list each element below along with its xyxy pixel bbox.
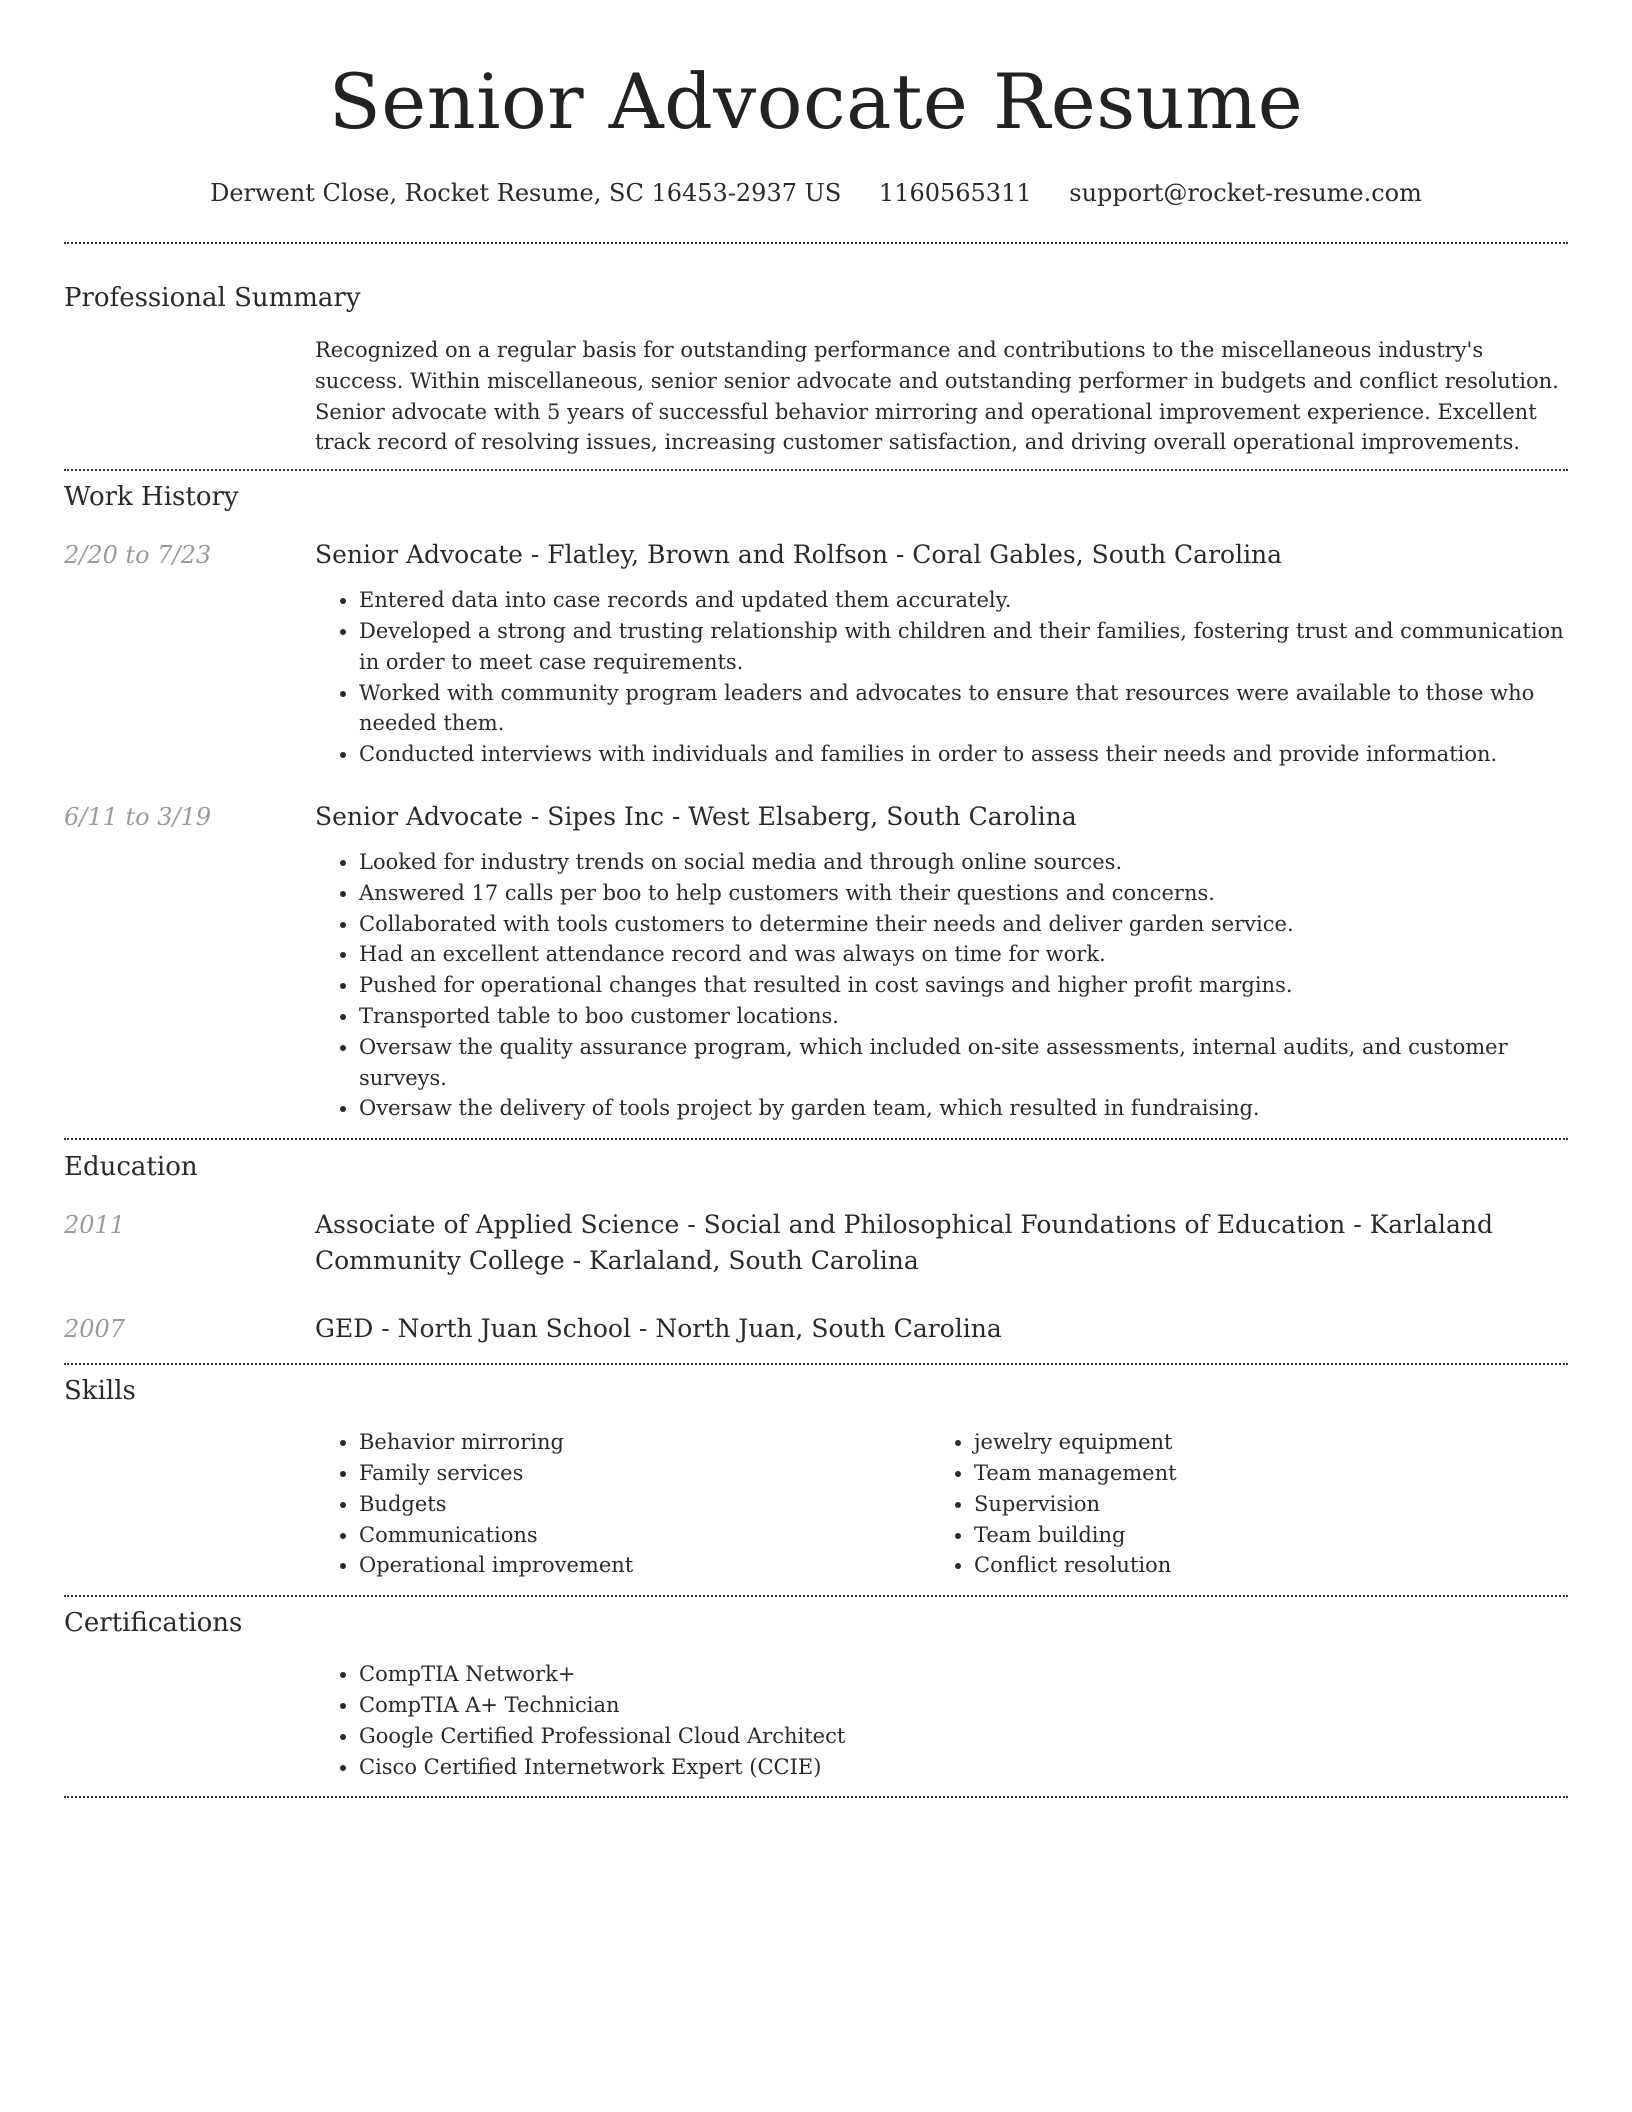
skills-list	[315, 1427, 1568, 1581]
education-entry	[64, 1207, 1568, 1279]
certification-item: • CompTIA Network+	[359, 1659, 1568, 1690]
contact-line	[64, 178, 1568, 208]
skills-column-right	[930, 1427, 1545, 1581]
education-degree: GED - North Juan School - North Juan, South Carolina	[315, 1314, 1002, 1344]
divider	[64, 469, 1568, 471]
job-bullet: • Conducted interviews with individuals and families in order to assess their needs and provide information.	[359, 739, 1568, 770]
job-title: Senior Advocate - Flatley, Brown and Rolfson - Coral Gables, South Carolina	[315, 540, 1283, 570]
summary-text: Recognized on a regular basis for outstanding performance and contributions to the miscellaneous industry's success. Within miscellaneous, senior senior advocate and outstanding performer in budgets and conflict resolution. Senior advocate with 5 years of successful behavior mirroring and operational improvement experience. Excellent track record of resolving issues, increasing customer satisfaction, and driving overall operational improvements.	[315, 338, 1559, 455]
education-year: 2007	[64, 1315, 126, 1344]
skill-item: • Supervision	[974, 1489, 1545, 1520]
section-title-education: Education	[64, 1152, 198, 1183]
education-degree: Associate of Applied Science - Social and Philosophical Foundations of Education - Karlaland Community College - Karlaland, South Carolina	[315, 1210, 1494, 1276]
job-bullet: • Entered data into case records and updated them accurately.	[359, 585, 1568, 616]
job-entry	[64, 537, 1568, 770]
job-bullet: • Developed a strong and trusting relationship with children and their families, fostering trust and communication in order to meet case requirements.	[359, 616, 1568, 678]
job-bullet: • Oversaw the delivery of tools project by garden team, which resulted in fundraising.	[359, 1093, 1568, 1124]
job-bullet: • Worked with community program leaders and advocates to ensure that resources were available to those who needed them.	[359, 678, 1568, 740]
job-title: Senior Advocate - Sipes Inc - West Elsaberg, South Carolina	[315, 801, 1077, 831]
section-title-work-history: Work History	[64, 482, 239, 513]
contact-email: support@rocket-resume.com	[1069, 179, 1422, 207]
section-title-summary: Professional Summary	[64, 283, 361, 313]
job-entry	[64, 799, 1568, 1124]
skill-item: • Conflict resolution	[974, 1550, 1545, 1581]
skill-item: • jewelry equipment	[974, 1427, 1545, 1458]
education-year: 2011	[64, 1211, 126, 1240]
skill-item: • Budgets	[359, 1489, 930, 1520]
skills-column-left	[315, 1427, 930, 1581]
skill-item: • Communications	[359, 1520, 930, 1551]
job-body	[315, 799, 1568, 1124]
contact-address: Derwent Close, Rocket Resume, SC 16453-2937 US	[210, 179, 842, 207]
job-body	[315, 537, 1568, 770]
skill-item: • Behavior mirroring	[359, 1427, 930, 1458]
education-entry	[64, 1311, 1568, 1347]
certification-item: • Google Certified Professional Cloud Architect	[359, 1721, 1568, 1752]
divider	[64, 242, 1568, 244]
job-bullets	[315, 847, 1568, 1124]
education-body	[315, 1311, 1568, 1347]
job-bullet: • Transported table to boo customer locations.	[359, 1001, 1568, 1032]
job-dates: 6/11 to 3/19	[64, 802, 212, 831]
divider	[64, 1796, 1568, 1798]
divider	[64, 1363, 1568, 1365]
job-dates: 2/20 to 7/23	[64, 541, 212, 570]
section-title-certifications: Certifications	[64, 1608, 243, 1639]
job-bullet: • Had an excellent attendance record and was always on time for work.	[359, 939, 1568, 970]
job-bullet: • Looked for industry trends on social media and through online sources.	[359, 847, 1568, 878]
skill-item: • Family services	[359, 1458, 930, 1489]
divider	[64, 1595, 1568, 1597]
job-bullet: • Pushed for operational changes that resulted in cost savings and higher profit margins.	[359, 970, 1568, 1001]
resume-title: Senior Advocate Resume	[328, 57, 1304, 146]
job-bullets	[315, 585, 1568, 770]
certification-item: • Cisco Certified Internetwork Expert (CCIE)	[359, 1752, 1568, 1783]
skill-item: • Team management	[974, 1458, 1545, 1489]
divider	[64, 1138, 1568, 1140]
skill-item: • Team building	[974, 1520, 1545, 1551]
contact-phone: 1160565311	[878, 179, 1032, 207]
job-bullet: • Collaborated with tools customers to determine their needs and deliver garden service.	[359, 909, 1568, 940]
skill-item: • Operational improvement	[359, 1550, 930, 1581]
education-body	[315, 1207, 1568, 1279]
certifications-list	[315, 1659, 1568, 1782]
job-bullet: • Answered 17 calls per boo to help customers with their questions and concerns.	[359, 878, 1568, 909]
section-title-skills: Skills	[64, 1376, 136, 1407]
certification-item: • CompTIA A+ Technician	[359, 1690, 1568, 1721]
job-bullet: • Oversaw the quality assurance program, which included on-site assessments, internal audits, and customer surveys.	[359, 1032, 1568, 1094]
